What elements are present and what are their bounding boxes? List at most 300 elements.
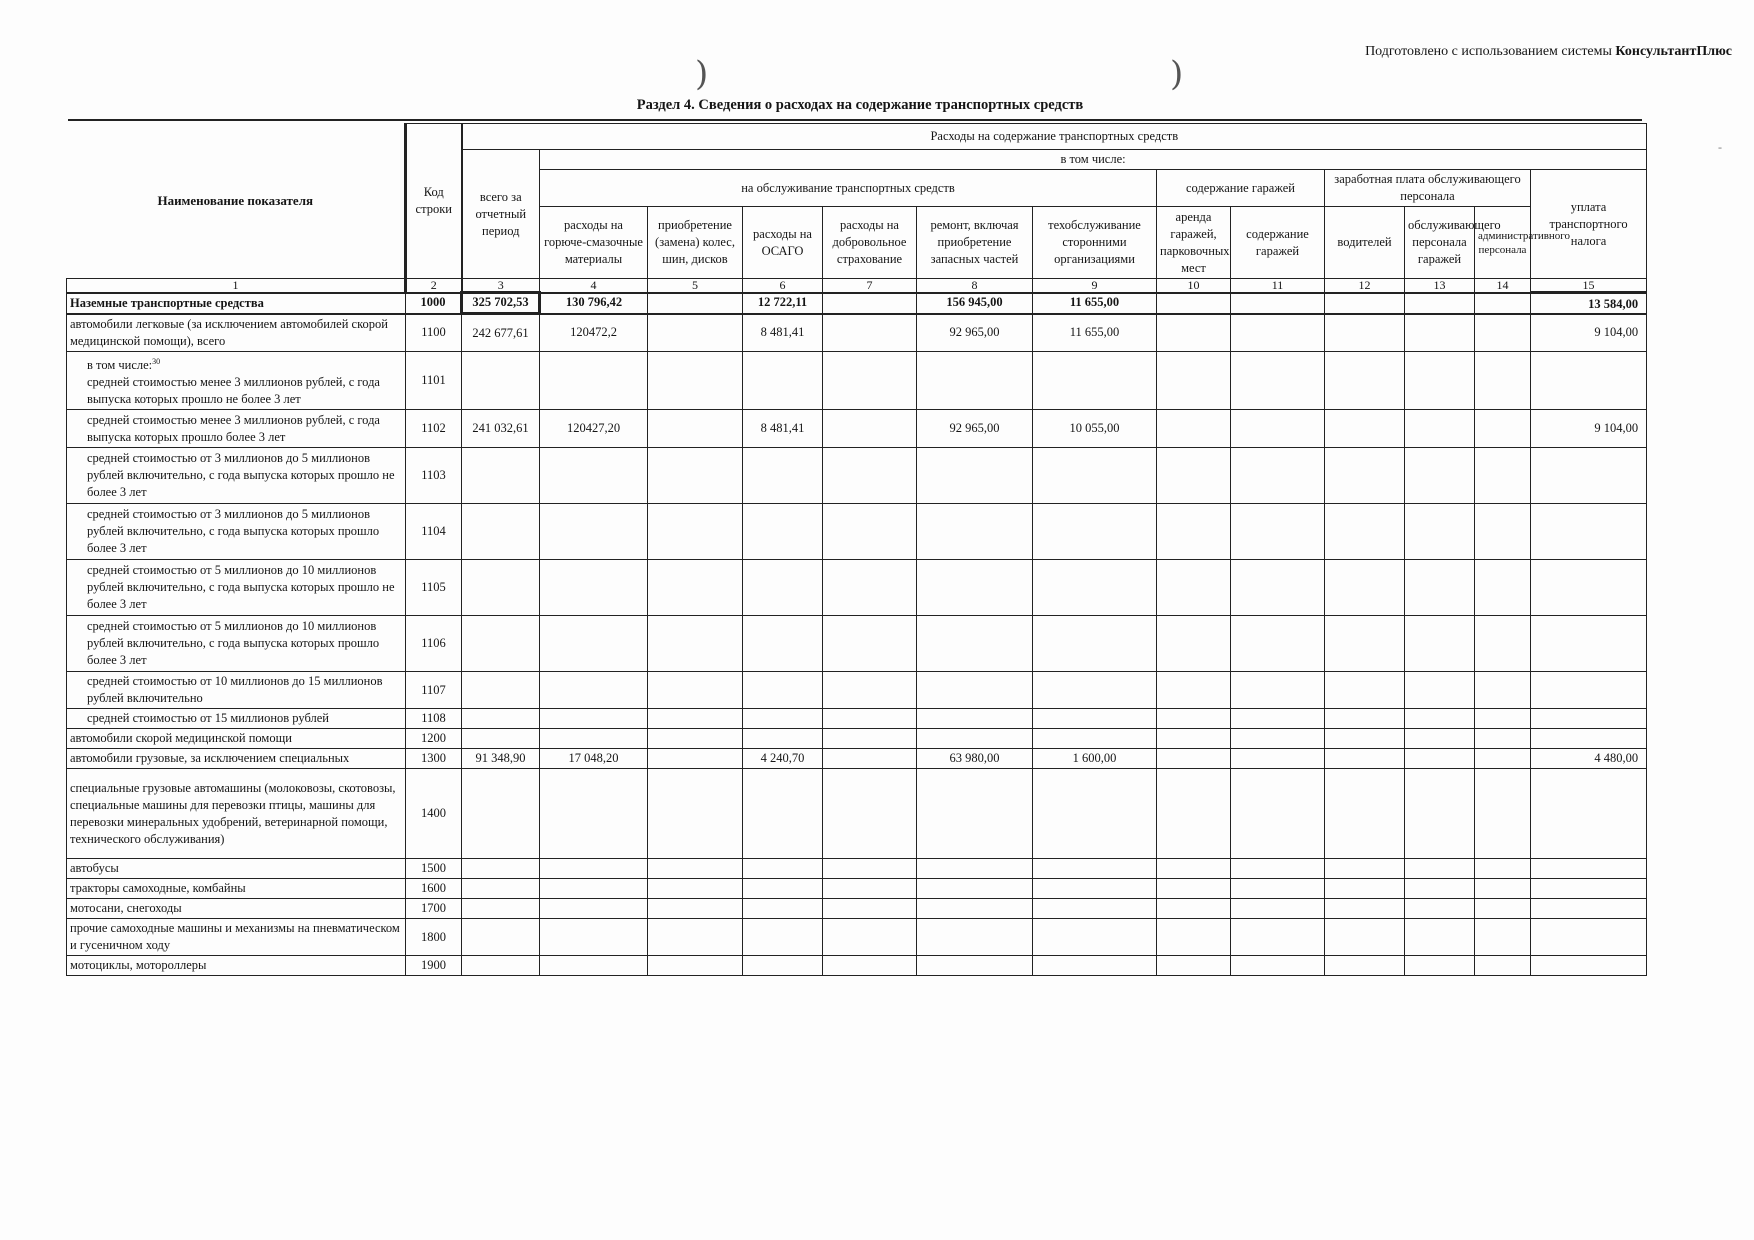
column-number: 12 [1325,279,1405,293]
row-value: 11 655,00 [1033,314,1157,352]
row-value [1325,859,1405,879]
row-value [648,448,743,504]
row-value [1325,729,1405,749]
row-value [823,956,917,976]
row-value [462,859,540,879]
row-value [1405,749,1475,769]
row-value: 130 796,42 [540,293,648,314]
row-value [462,709,540,729]
row-value [1325,769,1405,859]
row-code: 1400 [406,769,462,859]
row-value [1531,729,1647,749]
column-number: 13 [1405,279,1475,293]
row-name [67,616,406,672]
row-value [823,709,917,729]
header-garage-rent: аренда гаражей, парковочных мест [1157,207,1231,279]
table-row [67,899,1647,919]
row-value [1231,560,1325,616]
row-code: 1101 [406,352,462,410]
row-value [1033,729,1157,749]
row-value [1475,352,1531,410]
table-row [67,859,1647,879]
row-value [1231,709,1325,729]
row-value [823,769,917,859]
row-value [917,352,1033,410]
row-code: 1700 [406,899,462,919]
row-value [1405,919,1475,956]
table-row [67,919,1647,956]
row-name [67,352,406,410]
row-name-text: специальные грузовые автомашины (молоковозы, скотовозы, специальные машины для перевозки птицы, машины для перевозки минеральных удобрений, ветеринарной помощи, технического обслуживания) [70,780,396,846]
column-number: 11 [1231,279,1325,293]
row-value: 11 655,00 [1033,293,1157,314]
row-value [1325,919,1405,956]
row-value [1475,293,1531,314]
row-value [648,672,743,709]
scan-mark-right: ) [1170,54,1184,94]
row-name [67,769,406,859]
row-value [1475,314,1531,352]
row-value: 17 048,20 [540,749,648,769]
row-value [1531,504,1647,560]
row-value: 1 600,00 [1033,749,1157,769]
row-value [743,899,823,919]
table-row [67,709,1647,729]
column-number: 3 [462,279,540,293]
row-value [1033,919,1157,956]
row-value: 12 722,11 [743,293,823,314]
table-row [67,956,1647,976]
table-row [67,672,1647,709]
row-value [1405,560,1475,616]
row-code: 1500 [406,859,462,879]
row-value [1157,504,1231,560]
row-value [1405,352,1475,410]
row-code: 1200 [406,729,462,749]
header-voluntary: расходы на добровольное страхование [823,207,917,279]
row-value [743,919,823,956]
row-value [648,352,743,410]
row-value [1475,560,1531,616]
row-value: 120427,20 [540,410,648,448]
row-value [917,956,1033,976]
row-value [1325,448,1405,504]
row-value [1231,859,1325,879]
header-admin-staff: административного персонала [1475,207,1531,279]
row-name-text: средней стоимостью менее 3 миллионов рублей, с года выпуска которых прошло более 3 лет [87,412,380,444]
row-value [1531,616,1647,672]
row-value [743,352,823,410]
row-value [648,919,743,956]
row-code: 1300 [406,749,462,769]
table-row [67,410,1647,448]
row-value [743,616,823,672]
row-value [1325,560,1405,616]
row-value [1231,749,1325,769]
table-row [67,560,1647,616]
table-row [67,769,1647,859]
row-name [67,410,406,448]
row-value [743,729,823,749]
row-value [462,729,540,749]
row-name-text: средней стоимостью от 3 миллионов до 5 миллионов рублей включительно, с года выпуска которых прошло более 3 лет [87,507,380,556]
row-value [1231,956,1325,976]
row-value [917,560,1033,616]
row-name [67,749,406,769]
row-value [540,352,648,410]
row-code: 1800 [406,919,462,956]
column-number: 14 [1475,279,1531,293]
row-name [67,504,406,560]
table-row [67,879,1647,899]
header-expenses-total: Расходы на содержание транспортных средств [462,124,1647,150]
row-value [462,504,540,560]
table-row [67,293,1647,314]
row-value: 8 481,41 [743,410,823,448]
row-value: 9 104,00 [1531,410,1647,448]
column-number: 5 [648,279,743,293]
row-name-text: мотосани, снегоходы [70,901,182,916]
row-value: 92 965,00 [917,410,1033,448]
row-value: 120472,2 [540,314,648,352]
row-value: 4 240,70 [743,749,823,769]
row-value [1405,672,1475,709]
row-value [1531,709,1647,729]
row-value [648,899,743,919]
column-number: 6 [743,279,823,293]
row-value: 8 481,41 [743,314,823,352]
row-value [1405,504,1475,560]
row-value [917,859,1033,879]
row-code: 1600 [406,879,462,899]
row-value [917,919,1033,956]
row-value [743,859,823,879]
row-code: 1103 [406,448,462,504]
header-service: на обслуживание транспортных средств [540,170,1157,207]
row-value [1157,560,1231,616]
row-value [823,729,917,749]
header-garage-upkeep: содержание гаражей [1231,207,1325,279]
row-value [1231,293,1325,314]
row-value [540,504,648,560]
table-row [67,504,1647,560]
row-value [1531,769,1647,859]
row-value [743,709,823,729]
row-value [1475,899,1531,919]
row-value [743,672,823,709]
row-value [1033,560,1157,616]
row-value [1033,448,1157,504]
header-tires: приобретение (замена) колес, шин, дисков [648,207,743,279]
row-name-text: тракторы самоходные, комбайны [70,881,246,896]
row-value [648,314,743,352]
header-salary: заработная плата обслуживающего персонала [1325,170,1531,207]
row-value [1033,672,1157,709]
table-row [67,616,1647,672]
row-value [648,879,743,899]
row-value [1405,616,1475,672]
row-value [1325,749,1405,769]
row-value [462,448,540,504]
row-value [917,504,1033,560]
row-value [823,293,917,314]
row-name [67,314,406,352]
row-value [1475,616,1531,672]
row-value [1531,899,1647,919]
row-value [462,956,540,976]
column-number: 4 [540,279,648,293]
row-value [743,879,823,899]
table-row [67,352,1647,410]
row-value [1231,672,1325,709]
row-value [1157,709,1231,729]
header-drivers: водителей [1325,207,1405,279]
row-code: 1100 [406,314,462,352]
row-value [823,448,917,504]
row-name-text: прочие самоходные машины и механизмы на пневматическом и гусеничном ходу [70,921,400,953]
row-value [823,352,917,410]
row-value: 9 104,00 [1531,314,1647,352]
row-value [1475,448,1531,504]
table-row [67,729,1647,749]
row-value [1405,709,1475,729]
row-value [1033,769,1157,859]
row-value [1033,899,1157,919]
row-value [540,879,648,899]
row-value [1475,956,1531,976]
row-value [1475,749,1531,769]
row-value [1531,919,1647,956]
row-value [1405,314,1475,352]
row-name-text: средней стоимостью от 15 миллионов рублей [87,711,329,726]
row-name-text: Наземные транспортные средства [70,295,264,310]
row-value: 92 965,00 [917,314,1033,352]
row-value [743,448,823,504]
row-value [1325,956,1405,976]
row-value [1405,729,1475,749]
row-name-text: автомобили скорой медицинской помощи [70,731,292,746]
row-name-text: автомобили грузовые, за исключением специальных [70,751,350,766]
row-value [1325,899,1405,919]
row-value: 13 584,00 [1531,293,1647,314]
row-value [540,616,648,672]
row-name-text: средней стоимостью от 5 миллионов до 10 миллионов рублей включительно, с года выпуска которых прошло более 3 лет [87,619,380,668]
row-value [1231,314,1325,352]
row-value [823,899,917,919]
row-value [917,899,1033,919]
row-value [1231,616,1325,672]
row-code: 1108 [406,709,462,729]
row-value [1157,672,1231,709]
row-value [823,749,917,769]
row-value [462,672,540,709]
row-name-text: средней стоимостью от 10 миллионов до 15 миллионов рублей включительно [87,674,383,706]
row-value [540,956,648,976]
row-value [1157,616,1231,672]
column-number: 10 [1157,279,1231,293]
row-name-text: автобусы [70,861,119,876]
column-numbers-row [67,279,1647,293]
column-number: 9 [1033,279,1157,293]
row-name [67,672,406,709]
row-value [1405,410,1475,448]
row-value [1475,769,1531,859]
table-row [67,448,1647,504]
row-value [917,769,1033,859]
column-number: 7 [823,279,917,293]
row-value [1231,879,1325,899]
row-value [1475,919,1531,956]
row-value [917,672,1033,709]
column-number: 8 [917,279,1033,293]
row-value [462,919,540,956]
row-value [648,859,743,879]
row-value [1531,859,1647,879]
row-value [648,956,743,976]
row-value [462,560,540,616]
row-value [1475,672,1531,709]
row-value [1531,956,1647,976]
row-code: 1107 [406,672,462,709]
row-value [540,769,648,859]
row-value [917,448,1033,504]
top-rule [68,119,1642,121]
scan-dot: - [1718,140,1722,154]
row-value [823,919,917,956]
row-value [743,769,823,859]
row-value [1325,410,1405,448]
row-value [1325,672,1405,709]
row-name [67,956,406,976]
row-value [1231,504,1325,560]
row-value [1231,448,1325,504]
row-name [67,899,406,919]
row-name [67,293,406,314]
row-value [1231,352,1325,410]
brand-name: КонсультантПлюс [1615,44,1732,59]
row-value: 4 480,00 [1531,749,1647,769]
row-value [743,560,823,616]
header-repair: ремонт, включая приобретение запасных частей [917,207,1033,279]
header-including: в том числе: [540,150,1647,170]
row-value [1231,769,1325,859]
table-row [67,749,1647,769]
footnote-marker: 30 [152,357,161,366]
row-value: 91 348,90 [462,749,540,769]
row-value [1475,729,1531,749]
row-value [540,709,648,729]
row-value [1475,410,1531,448]
row-value [648,769,743,859]
row-value [1405,859,1475,879]
row-value [648,749,743,769]
row-value [1325,879,1405,899]
row-value [1157,729,1231,749]
row-value [1325,709,1405,729]
row-value [1157,314,1231,352]
row-value [540,919,648,956]
row-value [1231,919,1325,956]
row-value [1405,899,1475,919]
row-value [648,293,743,314]
row-value [1157,293,1231,314]
row-value [540,729,648,749]
row-value [462,899,540,919]
column-number: 15 [1531,279,1647,293]
row-value [648,616,743,672]
row-value: 63 980,00 [917,749,1033,769]
row-value [1475,879,1531,899]
row-value [1033,616,1157,672]
row-value [823,859,917,879]
row-value: 241 032,61 [462,410,540,448]
header-note: Подготовлено с использованием системы КонсультантПлюс [1365,44,1732,59]
header-osago: расходы на ОСАГО [743,207,823,279]
row-name-text: средней стоимостью от 5 миллионов до 10 миллионов рублей включительно, с года выпуска которых прошло не более 3 лет [87,563,395,612]
row-name-text: автомобили легковые (за исключением автомобилей скорой медицинской помощи), всего [70,316,388,348]
row-value [1157,352,1231,410]
header-garages: содержание гаражей [1157,170,1325,207]
row-value [1405,293,1475,314]
row-value [1157,769,1231,859]
row-value [462,352,540,410]
row-value [1033,504,1157,560]
row-value [1157,879,1231,899]
row-value [1325,616,1405,672]
row-value [1157,899,1231,919]
row-name [67,879,406,899]
column-number: 2 [406,279,462,293]
row-value [823,504,917,560]
row-value [1033,859,1157,879]
row-value [462,879,540,899]
row-value [1033,352,1157,410]
row-value [1231,899,1325,919]
row-value [917,709,1033,729]
row-value [462,769,540,859]
row-value [1325,504,1405,560]
row-value [1405,956,1475,976]
row-value [1231,729,1325,749]
row-value [1157,956,1231,976]
row-value [540,859,648,879]
row-value [1157,448,1231,504]
row-code: 1000 [406,293,462,314]
row-value [462,616,540,672]
row-code: 1104 [406,504,462,560]
row-value [1405,769,1475,859]
row-value [540,672,648,709]
row-value: 156 945,00 [917,293,1033,314]
row-value: 242 677,61 [462,314,540,352]
row-value [823,672,917,709]
row-value [823,560,917,616]
row-value [1475,859,1531,879]
row-value [743,504,823,560]
row-value [1157,410,1231,448]
row-value [823,616,917,672]
row-value [1033,709,1157,729]
row-value [1475,504,1531,560]
row-code: 1900 [406,956,462,976]
row-value [1405,448,1475,504]
row-name-text: средней стоимостью менее 3 миллионов рублей, с года выпуска которых прошло не более 3 лет [87,375,380,407]
row-value [648,410,743,448]
row-value [1531,560,1647,616]
header-code: Код строки [406,124,462,279]
row-value [1531,879,1647,899]
row-name-text: мотоциклы, мотороллеры [70,958,207,973]
